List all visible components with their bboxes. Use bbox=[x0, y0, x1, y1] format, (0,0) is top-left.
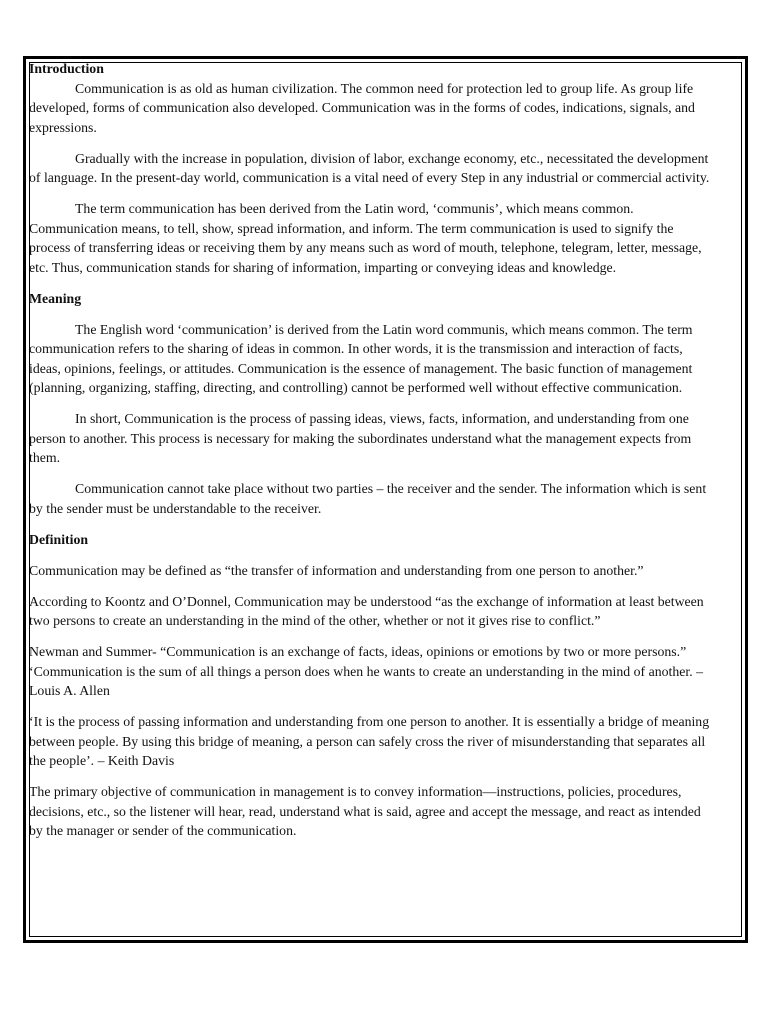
definition-paragraph-4: ‘It is the process of passing information and understanding from one person to another. It is essentially a bridge of meaning between people. By using this bridge of meaning, a person can safely cross the river of misunderstanding that separates all the people’. – Keith Davis bbox=[29, 714, 710, 768]
definition-paragraph-2: According to Koontz and O’Donnel, Communication may be understood “as the exchange of information at least between two persons to create an understanding in the mind of the other, whether or not it gives rise to conflict.” bbox=[29, 593, 704, 628]
document-body bbox=[29, 59, 717, 852]
definition-paragraph-1: Communication may be defined as “the transfer of information and understanding from one person to another.” bbox=[29, 562, 644, 578]
meaning-paragraph-1: The English word ‘communication’ is derived from the Latin word communis, which means common. The term communication refers to the sharing of ideas in common. In other words, it is the transmission and interaction of facts, ideas, opinions, feelings, or attitudes. Communication is the essence of management. The basic function of management (planning, organizing, staffing, directing, and controlling) cannot be performed well without effective communication. bbox=[29, 321, 693, 395]
definition-paragraph-5: The primary objective of communication in management is to convey information—instructions, policies, procedures, decisions, etc., so the listener will hear, read, understand what is said, agree and accept the message, and react as intended by the manager or sender of the communication. bbox=[29, 784, 701, 838]
heading-meaning: Meaning bbox=[29, 290, 82, 306]
intro-paragraph-1: Communication is as old as human civilization. The common need for protection led to group life. As group life developed, forms of communication also developed. Communication was in the forms of codes, indications, signals, and expressions. bbox=[29, 80, 695, 135]
intro-paragraph-3: The term communication has been derived from the Latin word, ‘communis’, which means common. Communication means, to tell, show, spread information, and inform. The term communication is used to signify the process of transferring ideas or receiving them by any means such as word of mouth, telephone, telegram, letter, message, etc. Thus, communication stands for sharing of information, imparting or conveying ideas and knowledge. bbox=[29, 201, 702, 275]
meaning-paragraph-3: Communication cannot take place without two parties – the receiver and the sender. The information which is sent by the sender must be understandable to the receiver. bbox=[29, 481, 707, 516]
meaning-paragraph-2: In short, Communication is the process of passing ideas, views, facts, information, and understanding from one person to another. This process is necessary for making the subordinates understand what the management expects from them. bbox=[29, 411, 692, 465]
intro-paragraph-2: Gradually with the increase in population, division of labor, exchange economy, etc., necessitated the development of language. In the present-day world, communication is a vital need of every Step in any industrial or commercial activity. bbox=[29, 150, 710, 185]
heading-introduction: Introduction bbox=[29, 61, 104, 76]
definition-paragraph-3: Newman and Summer- “Communication is an exchange of facts, ideas, opinions or emotions by two or more persons.” ‘Communication is the sum of all things a person does when he wants to create an understanding in the mind of another. – Louis A. Allen bbox=[29, 644, 703, 698]
heading-definition: Definition bbox=[29, 531, 89, 547]
